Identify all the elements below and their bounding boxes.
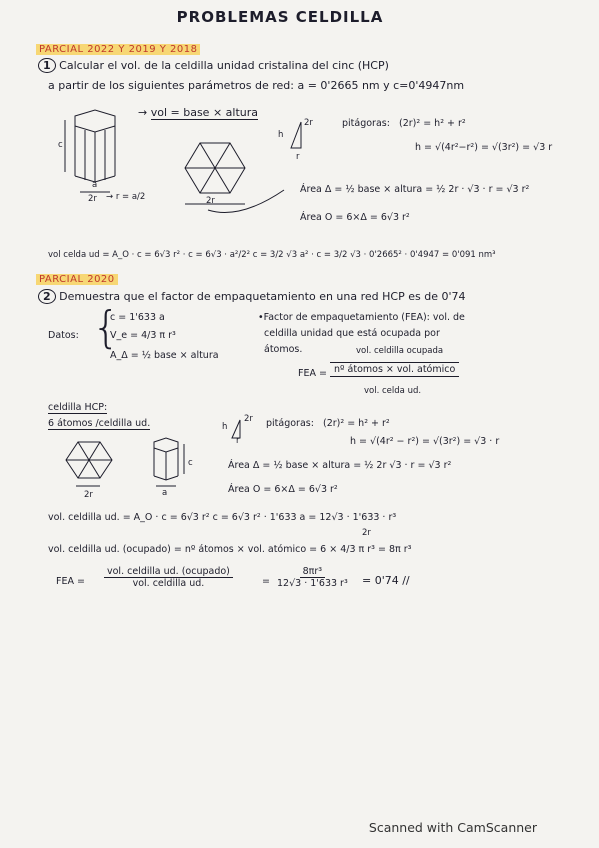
area-triangle-2: Área Δ = ½ base × altura = ½ 2r √3 · r = √3 r² [228, 460, 452, 471]
fea-final-den-1: vol. celdilla ud. [132, 578, 205, 589]
tri-label-h-2: h [222, 422, 228, 432]
vol-cell-2: vol. celdilla ud. = A_O · c = 6√3 r² c = 6√3 r² · 1'633 a = 12√3 · 1'633 · r³ [48, 512, 397, 523]
a-eq-2r: 2r [362, 528, 371, 538]
hexagon-figure-2 [64, 438, 124, 498]
tri-label-r-1: r [296, 152, 300, 162]
area-triangle-1: Área Δ = ½ base × altura = ½ 2r · √3 · r = √3 r² [300, 184, 530, 195]
datos-label: Datos: [48, 330, 79, 341]
area-hexagon-1: Área O = 6×Δ = 6√3 r² [300, 212, 410, 223]
vol-formula-text-1: vol = base × altura [150, 106, 259, 119]
problem-1-line-1 [38, 59, 389, 72]
label-r-eq-1: → r = a/2 [106, 192, 146, 202]
problem-2-statement-1: Demuestra que el factor de empaquetamiento en una red HCP es de 0'74 [59, 290, 466, 303]
pitagoras-1 [342, 118, 466, 129]
tri-label-2r-1: 2r [304, 118, 313, 128]
prism-label-c-2: c [188, 458, 193, 468]
label-a-1: a [92, 180, 98, 190]
problem-1-statement-2: a partir de los siguientes parámetros de red: a = 0'2665 nm y c=0'4947nm [48, 79, 465, 92]
fea-den: vol. celda ud. [364, 386, 422, 396]
vol-occupied-2: vol. celdilla ud. (ocupado) = nº átomos × vol. atómico = 6 × 4/3 π r³ = 8π r³ [48, 544, 412, 555]
label-2r-1: 2r [88, 194, 97, 204]
fea-final-fraction-2 [274, 566, 351, 589]
datos-brace: { [92, 302, 120, 353]
hex-label-2r-1: 2r [206, 196, 215, 206]
hexagon-figure-1 [180, 138, 260, 218]
problem-1-statement-1: Calcular el vol. de la celdilla unidad cristalina del cinc (HCP) [59, 59, 389, 72]
fea-final-fraction-1 [104, 566, 233, 589]
scanner-watermark: Scanned with CamScanner [368, 820, 537, 835]
celdilla-label: celdilla HCP: [48, 402, 108, 413]
pitagoras-2 [266, 418, 390, 429]
pitagoras-label-1: pitágoras: [342, 118, 390, 129]
prism-label-a-2: a [162, 488, 168, 498]
label-c-1: c [58, 140, 63, 150]
tri-label-r-2: r [236, 436, 240, 446]
fea-occupied-label: vol. celdilla ocupada [356, 346, 444, 356]
dato-2: V_e = 4/3 π r³ [110, 330, 176, 341]
problem-1-number: 1 [38, 58, 56, 73]
h-eq-2: h = √(4r² − r²) = √(3r²) = √3 · r [350, 436, 500, 447]
exam-tag-1: PARCIAL 2022 Y 2019 Y 2018 [36, 44, 200, 55]
tri-label-2r-2: 2r [244, 414, 253, 424]
pitagoras-eq-1: (2r)² = h² + r² [399, 118, 466, 129]
h-eq-1: h = √(4r²−r²) = √(3r²) = √3 r [415, 142, 553, 153]
pitagoras-label-2: pitágoras: [266, 418, 314, 429]
atoms-per-cell: 6 átomos /celdilla ud. [48, 418, 151, 429]
fea-definition-3: átomos. [264, 344, 303, 355]
dato-3: A_Δ = ½ base × altura [110, 350, 219, 361]
fea-final-den-2: 12√3 · 1'633 r³ [277, 578, 348, 589]
fea-final-equals: = [262, 576, 270, 587]
fea-definition-2: celdilla unidad que está ocupada por [264, 328, 440, 339]
fea-final-num-1: vol. celdilla ud. (ocupado) [104, 566, 233, 578]
fea-lhs: FEA = [298, 368, 327, 379]
dato-1: c = 1'633 a [110, 312, 165, 323]
right-triangle-figure-1 [283, 118, 323, 158]
vol-formula-1: → vol = base × altura [138, 106, 259, 119]
fea-result: = 0'74 // [362, 574, 410, 587]
exam-tag-2: PARCIAL 2020 [36, 274, 118, 285]
problem-2-number: 2 [38, 289, 56, 304]
pitagoras-eq-2: (2r)² = h² + r² [323, 418, 390, 429]
page-title: PROBLEMAS CELDILLA [176, 8, 384, 26]
hex-label-2r-2: 2r [84, 490, 93, 500]
fea-final-lhs: FEA = [56, 576, 85, 587]
fea-final-num-2: 8πr³ [300, 566, 325, 578]
fea-mid: nº átomos × vol. atómico [330, 362, 459, 377]
area-hexagon-2: Área O = 6×Δ = 6√3 r² [228, 484, 338, 495]
right-triangle-figure-2 [228, 418, 258, 448]
fea-definition-1: •Factor de empaquetamiento (FEA): vol. de [258, 312, 465, 323]
tri-label-h-1: h [278, 130, 284, 140]
vol-final-1: vol celda ud = A_O · c = 6√3 r² · c = 6√3 · a²/2² c = 3/2 √3 a² · c = 3/2 √3 · 0'2665² · 0'4947 = 0'091 nm³ [48, 250, 496, 260]
